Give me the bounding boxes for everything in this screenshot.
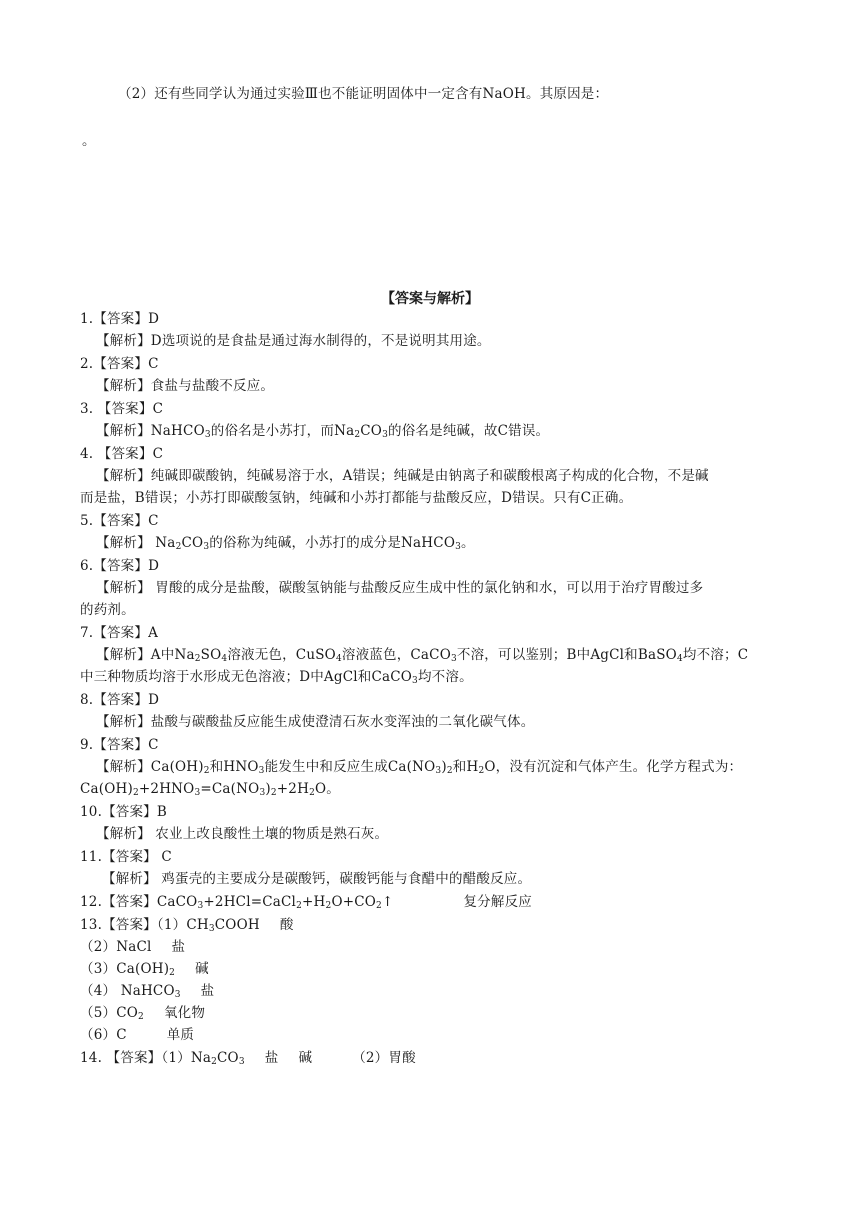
- answer-13-row-4: （4） NaHCO$_3$ 盐: [80, 983, 215, 1000]
- analysis-2: 【解析】食盐与盐酸不反应。: [96, 378, 275, 394]
- analysis-11: 【解析】 鸡蛋壳的主要成分是碳酸钙，碳酸钙能与食醋中的醋酸反应。: [102, 871, 532, 887]
- answer-7: 7.【答案】A: [80, 625, 159, 641]
- analysis-8: 【解析】盐酸与碳酸盐反应能生成使澄清石灰水变浑浊的二氧化碳气体。: [96, 714, 535, 730]
- answer-6: 6.【答案】D: [80, 558, 160, 574]
- analysis-7-line-2: 中三种物质均溶于水形成无色溶液；D中AgCl和CaCO$_3$均不溶。: [80, 669, 473, 686]
- analysis-1: 【解析】D选项说的是食盐是通过海水制得的，不是说明其用途。: [96, 333, 491, 349]
- answer-13-row-3: $(3)Ca(OH)_2$ 碱: [80, 961, 209, 978]
- analysis-5: 【解析】 $Na_2CO_3$的俗称为纯碱，小苏打的成分是NaHCO$_3$。: [96, 535, 475, 552]
- analysis-6-line-2: 的药剂。: [80, 602, 135, 618]
- analysis-4-line-2: 而是盐，B错误；小苏打即碳酸氢钠，纯碱和小苏打都能与盐酸反应，D错误。只有C正确。: [80, 490, 633, 506]
- answer-1: 1.【答案】D: [80, 311, 160, 327]
- question-part-2: （2）还有些同学认为通过实验Ⅲ也不能证明固体中一定含有NaOH。其原因是：: [118, 86, 609, 102]
- answer-10: 10.【答案】B: [80, 804, 167, 820]
- answer-13-row-6: （6）C 单质: [80, 1027, 195, 1043]
- answer-5: 5.【答案】C: [80, 513, 159, 529]
- analysis-10: 【解析】 农业上改良酸性土壤的物质是熟石灰。: [96, 826, 389, 842]
- answer-3: 3. 【答案】C: [80, 401, 164, 417]
- answer-12: 12.【答案】$CaCO_3+2HCl=CaCl_2+H_2O+CO_2↑$ 复分解反应: [80, 894, 532, 911]
- answer-13-row-5: $(5)CO_2$ 氧化物: [80, 1005, 206, 1022]
- answer-13-row-1: 13.【答案】$(1)CH_3COOH$ 酸: [80, 917, 294, 934]
- analysis-9-line-1: 【解析】$Ca(OH)_2$和$HNO_3$能发生中和反应生成$Ca(NO_3)_2$和$H_2O$，没有沉淀和气体产生。化学方程式为：: [96, 759, 743, 776]
- analysis-7-line-1: 【解析】A中$Na_2SO_4$溶液无色，CuSO$_4$溶液蓝色，CaCO$_3$不溶，可以鉴别；B中AgCl和BaSO$_4$均不溶；C: [96, 647, 749, 664]
- answer-9: 9.【答案】C: [80, 737, 159, 753]
- analysis-3: 【解析】NaHCO$_3$的俗名是小苏打，而$Na_2CO_3$的俗名是纯碱，故C错误。: [96, 423, 550, 440]
- answer-4: 4. 【答案】C: [80, 446, 164, 462]
- answer-8: 8.【答案】D: [80, 692, 160, 708]
- analysis-4-line-1: 【解析】纯碱即碳酸钠，纯碱易溶于水，A错误；纯碱是由钠离子和碳酸根离子构成的化合物，不是碱: [96, 468, 709, 484]
- answer-blank-period: 。: [82, 133, 96, 149]
- answer-11: 11.【答案】 C: [80, 849, 172, 865]
- answer-14: 14. 【答案】$(1)Na_2CO_3$ 盐 碱 （2）胃酸: [80, 1050, 416, 1067]
- answers-heading: 【答案与解析】: [381, 291, 479, 307]
- analysis-6-line-1: 【解析】 胃酸的成分是盐酸，碳酸氢钠能与盐酸反应生成中性的氯化钠和水，可以用于治疗胃酸过多: [96, 580, 704, 596]
- answer-2: 2.【答案】C: [80, 356, 159, 372]
- answer-13-row-2: （2）NaCl 盐: [80, 939, 186, 955]
- analysis-9-line-2: $Ca(OH)_2+2HNO_3=Ca(NO_3)_2+2H_2O$。: [80, 781, 340, 798]
